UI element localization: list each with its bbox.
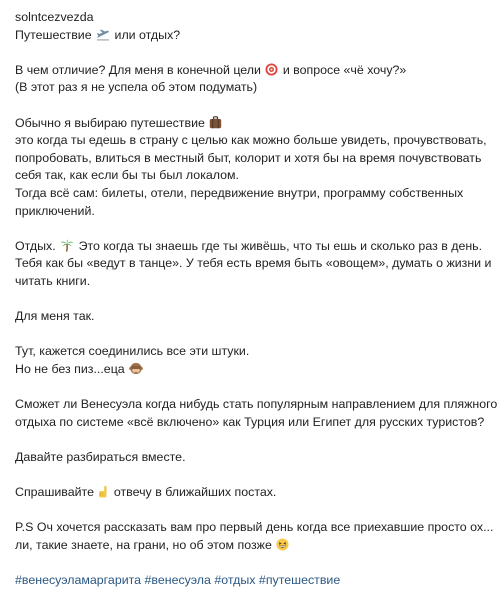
paragraph-question xyxy=(15,396,498,431)
lets-figure-text: Давайте разбираться вместе. xyxy=(15,449,186,464)
hashtag-list xyxy=(15,572,490,590)
travel-line-4: себя так, как если бы ты был локалом. xyxy=(15,168,239,183)
ps-line-1: P.S Оч хочется рассказать вам про первый день когда все приехавшие просто ох... xyxy=(15,520,494,535)
travel-line-2: это когда ты едешь в страну с целью как можно больше увидеть, прочувствовать, xyxy=(15,133,487,148)
difference-text-end: и вопросе «чё хочу?» xyxy=(282,62,407,77)
hashtag-link[interactable]: #путешествие xyxy=(258,573,341,587)
post-author[interactable]: solntcezvezda xyxy=(15,10,94,24)
travel-text-start: Обычно я выбираю путешествие xyxy=(15,115,205,130)
rest-text-end: Это когда ты знаешь где ты живёшь, что ты ешь и сколько раз в день. xyxy=(78,238,483,253)
combined-line-2: Но не без пиз...еца xyxy=(15,361,125,376)
ask-text-end: отвечу в ближайших постах. xyxy=(113,485,277,500)
target-icon xyxy=(265,63,278,76)
airplane-departure-icon xyxy=(96,28,110,41)
paragraph-ask xyxy=(15,484,490,502)
travel-line-5: Тогда всё сам: билеты, отели, передвижение внутри, программу собственных xyxy=(15,185,464,200)
ps-line-2: ли, такие знаете, на грани, но об этом позже xyxy=(15,537,272,552)
combined-line-1: Тут, кажется соединились все эти штуки. xyxy=(15,344,250,359)
hashtag-link[interactable]: #венесуэла xyxy=(144,573,211,587)
rest-line-3: читать книги. xyxy=(15,273,91,288)
ask-text-start: Спрашивайте xyxy=(15,485,94,500)
suitcase-icon xyxy=(209,116,222,129)
palm-tree-icon xyxy=(60,239,74,252)
title-text-start: Путешествие xyxy=(15,27,92,42)
paragraph-rest xyxy=(15,238,490,291)
question-line-1: Сможет ли Венесуэла когда нибудь стать популярным направлением для пляжного xyxy=(15,397,498,412)
difference-note: (В этот раз я не успела об этом подумать) xyxy=(15,80,258,95)
paragraph-lets-figure xyxy=(15,449,490,467)
see-no-evil-monkey-icon xyxy=(129,362,143,375)
rest-text-start: Отдых. xyxy=(15,238,56,253)
hashtag-link[interactable]: #отдых xyxy=(214,573,256,587)
paragraph-combined xyxy=(15,343,490,378)
paragraph-travel xyxy=(15,115,490,221)
title-text-end: или отдых? xyxy=(114,27,181,42)
pointing-hand-icon xyxy=(98,485,109,498)
travel-line-3: попробовать, влиться в местный быт, колорит и хотя бы на время почувствовать xyxy=(15,150,482,165)
question-line-2: отдыха по системе «всё включено» как Турция или Египет для русских туристов? xyxy=(15,414,485,429)
paragraph-ps xyxy=(15,519,494,554)
travel-line-6: приключений. xyxy=(15,203,95,218)
grinning-face-icon xyxy=(276,538,289,551)
post-title xyxy=(15,27,490,45)
for-me-text: Для меня так. xyxy=(15,309,95,324)
difference-text-start: В чем отличие? Для меня в конечной цели xyxy=(15,62,261,77)
paragraph-difference xyxy=(15,62,490,97)
hashtag-link[interactable]: #венесуэламаргарита xyxy=(15,573,142,587)
paragraph-for-me xyxy=(15,308,490,326)
rest-line-2: Тебя как бы «ведут в танце». У тебя есть время быть «овощем», думать о жизни и xyxy=(15,256,492,271)
